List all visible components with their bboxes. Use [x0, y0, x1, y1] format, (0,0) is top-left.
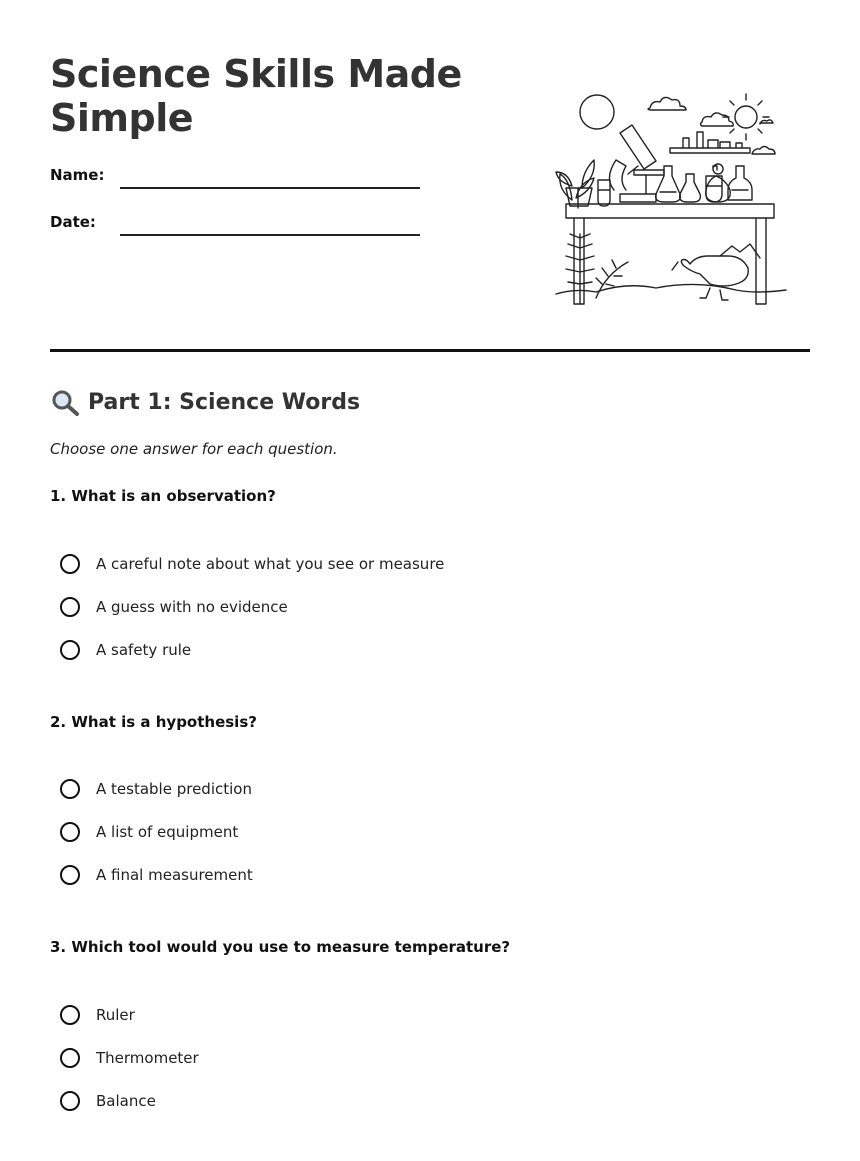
question-1: 1. What is an observation? — [50, 487, 276, 505]
flask-icon — [680, 174, 701, 202]
answer-option[interactable] — [60, 554, 444, 574]
microscope-icon — [609, 125, 664, 202]
answer-option[interactable] — [60, 1005, 135, 1025]
option-label: A final measurement — [96, 866, 253, 884]
answer-option[interactable] — [60, 865, 253, 885]
question-3: 3. Which tool would you use to measure temperature? — [50, 938, 511, 956]
radio-button[interactable] — [60, 597, 80, 617]
fern-icon — [566, 234, 594, 304]
radio-button[interactable] — [60, 640, 80, 660]
radio-button[interactable] — [60, 1091, 80, 1111]
beaker-icon — [706, 176, 722, 202]
option-label: A testable prediction — [96, 780, 252, 798]
name-label: Name: — [50, 166, 105, 184]
bottle-icon — [728, 166, 752, 200]
plant-icon — [556, 160, 594, 200]
answer-option[interactable] — [60, 779, 252, 799]
moon-icon — [580, 95, 614, 129]
cloud-icon — [752, 147, 775, 155]
answer-option[interactable] — [60, 822, 238, 842]
question-2: 2. What is a hypothesis? — [50, 713, 257, 731]
radio-button[interactable] — [60, 822, 80, 842]
answer-option[interactable] — [60, 1048, 199, 1068]
beaker-icon — [598, 180, 610, 206]
answer-option[interactable] — [60, 1091, 156, 1111]
answer-option[interactable] — [60, 640, 191, 660]
worksheet-title: Science Skills Made Simple — [50, 52, 462, 140]
date-label: Date: — [50, 213, 96, 231]
name-field[interactable] — [120, 187, 420, 189]
answer-option[interactable] — [60, 597, 288, 617]
divider-line — [50, 349, 810, 352]
option-label: A safety rule — [96, 641, 192, 659]
option-label: Balance — [96, 1092, 156, 1110]
part1-title: Part 1: Science Words — [88, 389, 361, 415]
shelf — [670, 148, 750, 153]
option-label: A guess with no evidence — [96, 598, 288, 616]
sun-icon — [723, 94, 769, 140]
cloud-icon — [701, 113, 734, 126]
option-label: Thermometer — [96, 1049, 199, 1067]
option-label: A careful note about what you see or measure — [96, 555, 445, 573]
radio-button[interactable] — [60, 1005, 80, 1025]
date-field[interactable] — [120, 234, 420, 236]
instructions: Choose one answer for each question. — [50, 440, 338, 458]
radio-button[interactable] — [60, 779, 80, 799]
radio-button[interactable] — [60, 865, 80, 885]
magnifier-icon — [50, 388, 80, 416]
radio-button[interactable] — [60, 1048, 80, 1068]
flask-icon — [706, 164, 731, 202]
flask-icon — [656, 166, 681, 202]
option-label: Ruler — [96, 1006, 135, 1024]
lab-table — [566, 204, 774, 218]
cloud-icon — [648, 97, 686, 110]
option-label: A list of equipment — [96, 823, 239, 841]
part1-heading — [50, 388, 360, 416]
science-lab-illustration — [550, 88, 790, 308]
radio-button[interactable] — [60, 554, 80, 574]
kiwi-bird-icon — [672, 256, 748, 300]
